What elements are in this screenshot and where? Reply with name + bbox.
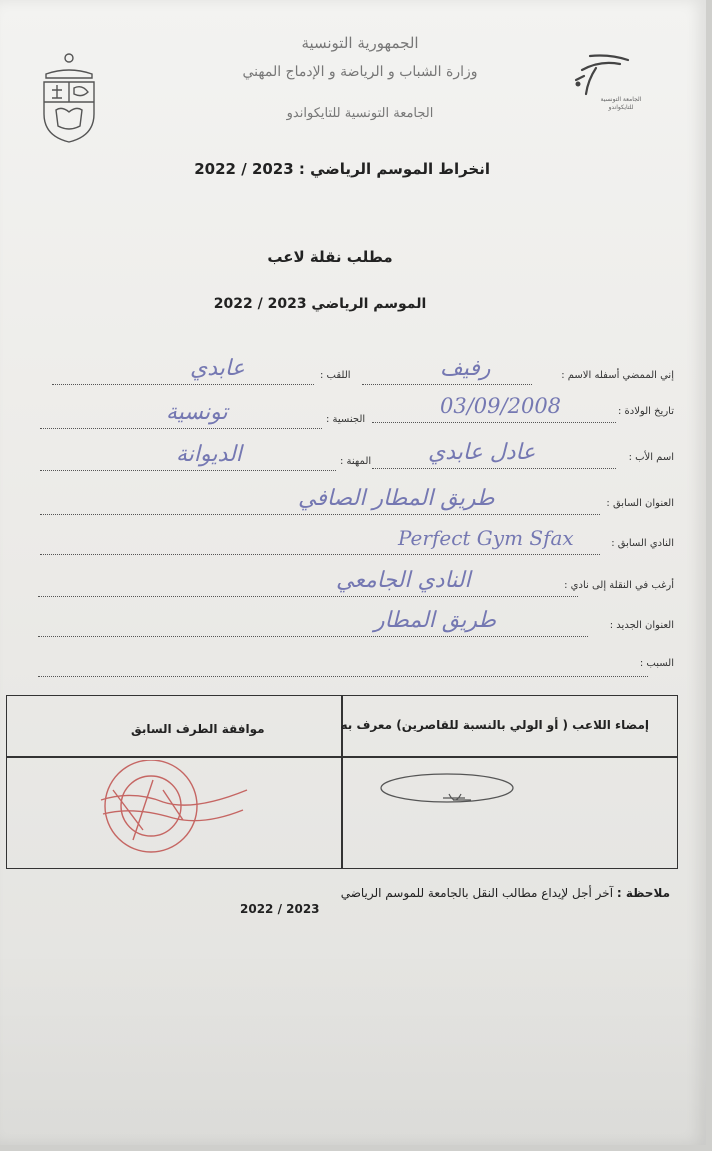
old-club-value: Perfect Gym Sfax (398, 526, 574, 550)
profession-label: المهنة : (340, 456, 372, 467)
birth-date-line (372, 422, 616, 423)
previous-party-header: موافقة الطرف السابق (131, 722, 265, 736)
old-club-label: النادي السابق : (611, 538, 674, 549)
federation-logo-text: الجامعة التونسية للتايكواندو (600, 96, 642, 111)
player-signature-icon (379, 772, 519, 812)
new-address-line (38, 636, 588, 637)
first-name-label: إني الممضي أسفله الاسم : (561, 370, 674, 381)
transfer-to-value: النادي الجامعي (336, 568, 471, 593)
deadline-note (230, 886, 670, 900)
old-address-label: العنوان السابق : (606, 498, 674, 509)
nationality-label: الجنسية : (326, 414, 366, 425)
profession-value: الديوانة (176, 442, 242, 467)
federation-logo-icon (560, 50, 640, 100)
signature-table (6, 695, 678, 869)
father-name-value: عادل عابدي (428, 440, 536, 465)
new-address-value: طريق المطار (374, 608, 497, 633)
player-signature-header: إمضاء اللاعب ( أو الولي بالنسبة للقاصرين) معرف به (340, 718, 649, 732)
old-address-line (40, 514, 600, 515)
transfer-to-label: أرغب في النقلة إلى نادي : (564, 580, 674, 591)
club-stamp-icon (93, 760, 263, 876)
old-address-value: طريق المطار الصافي (298, 486, 495, 511)
father-name-line (372, 468, 616, 469)
birth-date-value: 03/09/2008 (440, 394, 562, 418)
birth-date-label: تاريخ الولادة : (617, 406, 674, 417)
nationality-line (40, 428, 322, 429)
page-shadow (0, 945, 706, 1145)
note-year: 2022 / 2023 (240, 902, 320, 916)
season-title: الموسم الرياضي 2023 / 2022 (213, 296, 427, 312)
transfer-to-line (38, 596, 578, 597)
last-name-value: عابدي (190, 356, 245, 381)
nationality-value: تونسية (166, 400, 228, 425)
affiliation-title: انخراط الموسم الرياضي : 2023 / 2022 (194, 160, 490, 178)
reason-label: السبب : (639, 658, 674, 669)
header-republic: الجمهورية التونسية (301, 34, 419, 52)
note-text: آخر أجل لإيداع مطالب النقل بالجامعة للموسم الرياضي (340, 886, 614, 900)
reason-line (38, 676, 648, 677)
new-address-label: العنوان الجديد : (609, 620, 674, 631)
note-label: ملاحظة : (616, 886, 670, 900)
last-name-label: اللقب : (320, 370, 351, 381)
table-divider-horizontal (7, 756, 677, 758)
first-name-value: رفيف (440, 356, 491, 381)
profession-line (40, 470, 336, 471)
header-ministry: وزارة الشباب و الرياضة و الإدماج المهني (242, 64, 478, 80)
request-title: مطلب نقلة لاعب (267, 248, 393, 266)
last-name-line (52, 384, 314, 385)
father-name-label: اسم الأب : (628, 452, 674, 463)
old-club-line (40, 554, 600, 555)
header-federation: الجامعة التونسية للتايكواندو (286, 106, 434, 121)
tunisia-emblem-icon (38, 52, 100, 144)
first-name-line (362, 384, 532, 385)
